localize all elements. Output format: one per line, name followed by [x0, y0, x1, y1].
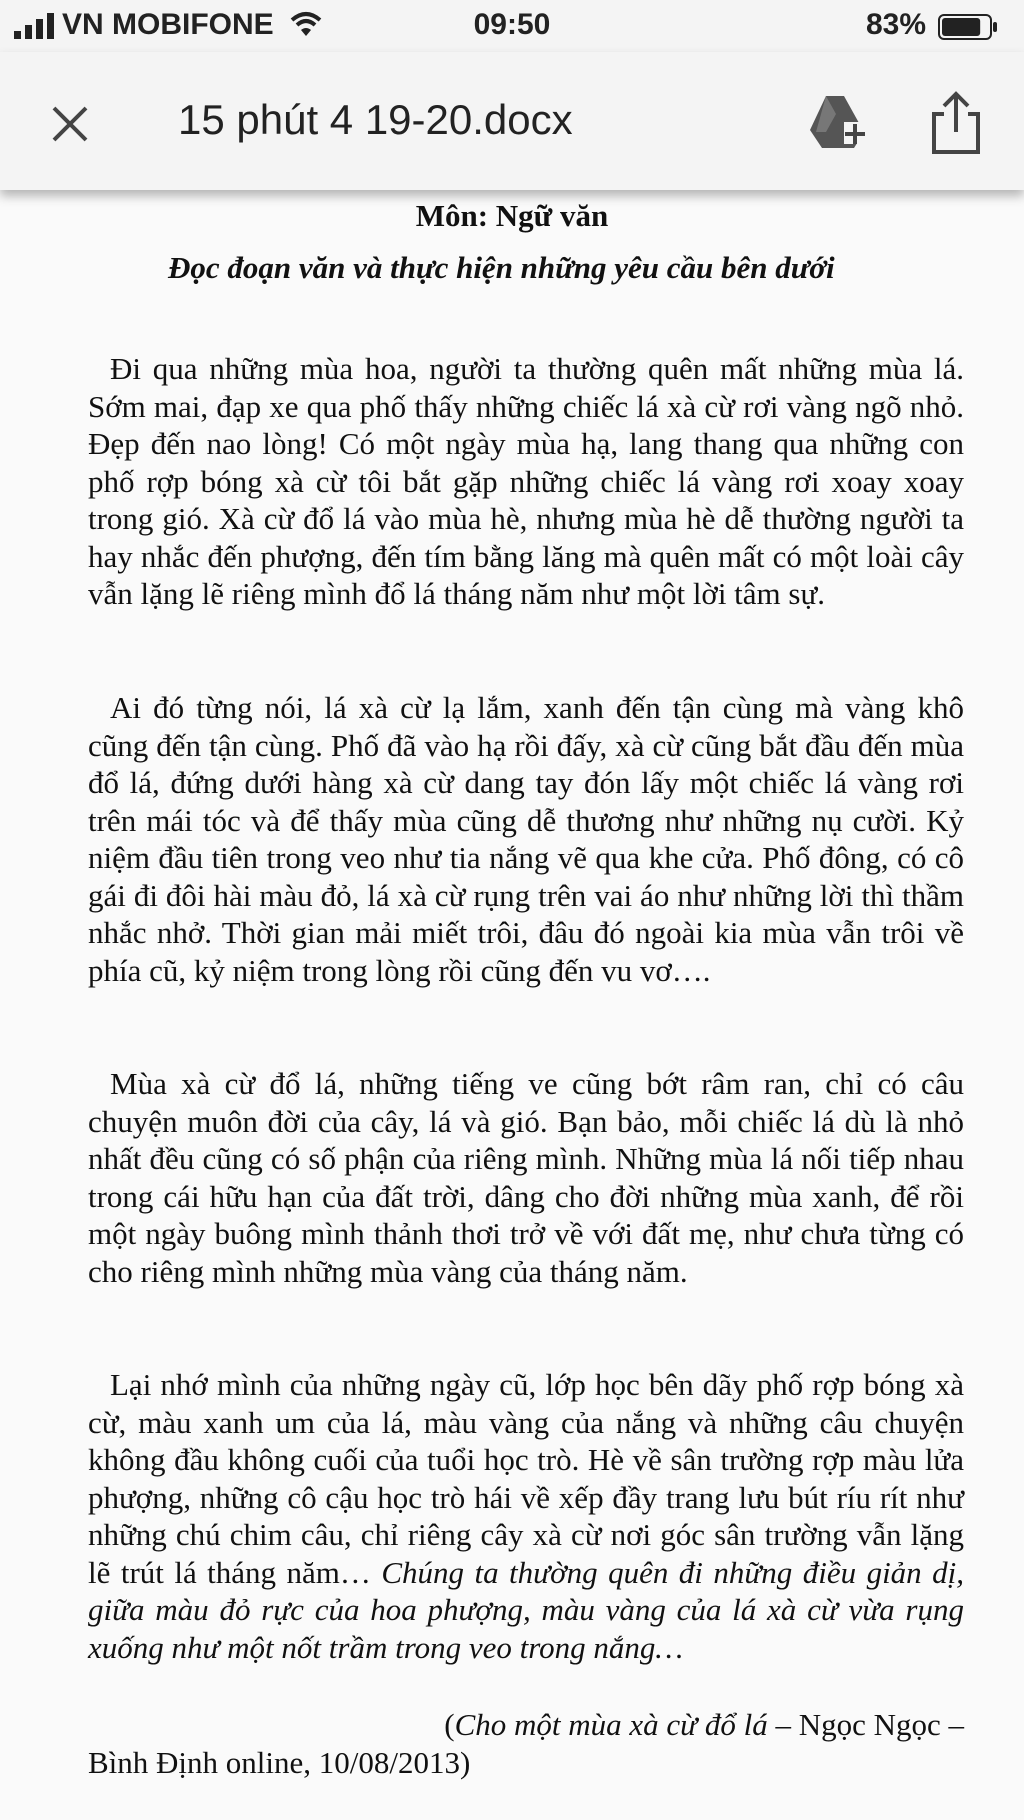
source-title: Cho một mùa xà cừ đổ lá — [454, 1707, 768, 1742]
battery-level-fill — [942, 18, 980, 36]
battery-percentage: 83% — [865, 8, 926, 41]
battery-icon — [938, 14, 998, 40]
paragraph-3: Mùa xà cừ đổ lá, những tiếng ve cũng bớt râm ran, chỉ có câu chuyện muôn đời của cây, lá và gió. Bạn bảo, mỗi chiếc lá dù là nhỏ nhất đều cũng có số phận của riêng mình. Những mùa lá nối tiếp nhau trong cái hữu hạn của đất trời, dâng cho đời những mùa xanh, để rồi một ngày buông mình thảnh thơi trở về với đất mẹ, như chưa từng có cho riêng mình những mùa vàng của tháng năm. — [88, 1066, 964, 1289]
close-icon[interactable] — [40, 94, 100, 154]
source-citation — [88, 1706, 964, 1782]
paragraph-4-italic: Chúng ta thường quên đi những điều giản dị, giữa màu đỏ rực của hoa phượng, màu vàng của lá xà cừ vừa rụng xuống như một nốt trầm trong veo trong nắng… — [88, 1554, 964, 1665]
status-bar — [0, 0, 1024, 52]
source-author: – Ngọc Ngọc – — [767, 1707, 964, 1742]
carrier-name: VN MOBIFONE — [62, 8, 274, 41]
document-page[interactable] — [0, 190, 1024, 1820]
share-icon[interactable] — [928, 88, 984, 156]
document-toolbar — [0, 52, 1024, 190]
paragraph-4-text: Lại nhớ mình của những ngày cũ, lớp học bên dãy phố rợp bóng xà cừ, màu xanh um của lá, màu vàng của nắng và những câu chuyện không đầu không cuối của tuổi học trò. Hè về sân trường rợp màu lửa phượng, những cô cậu học trò hái về xếp đầy trang lưu bút ríu rít như những chú chim câu, chỉ riêng cây xà cừ nơi góc sân trường vẫn lặng lẽ trút lá tháng năm… — [88, 1367, 964, 1590]
subject-heading: Môn: Ngữ văn — [415, 198, 609, 233]
clock: 09:50 — [473, 8, 551, 41]
document-title: 15 phút 4 19-20.docx — [178, 96, 573, 143]
paragraph-2: Ai đó từng nói, lá xà cừ lạ lắm, xanh đến tận cùng mà vàng khô cũng đến tận cùng. Phố đã vào hạ rồi đấy, xà cừ cũng bắt đầu đến mùa đổ lá, đứng dưới hàng xà cừ dang tay đón lấy một chiếc lá vàng rơi trên mái tóc và để thấy mùa cũng dễ thương như những nụ cười. Kỷ niệm đầu tiên trong veo như tia nắng vẽ qua khe cửa. Phố đông, có cô gái đi đôi hài màu đỏ, lá xà cừ rụng trên vai áo như những lời thì thầm nhắc nhở. Thời gian mải miết trôi, đâu đó ngoài kia mùa vẫn trôi về phía cũ, kỷ niệm trong lòng rồi cũng đến vu vơ…. — [88, 690, 964, 988]
paragraph-1: Đi qua những mùa hoa, người ta thường quên mất những mùa lá. Sớm mai, đạp xe qua phố thấy những chiếc lá xà cừ rơi vàng ngõ nhỏ. Đẹp đến nao lòng! Có một ngày mùa hạ, lang thang qua những con phố rợp bóng xà cừ tôi bắt gặp những chiếc lá vàng rơi xoay xoay trong gió. Xà cừ đổ lá vào mùa hè, nhưng mùa hè dễ thường người ta hay nhắc đến phượng, đến tím bằng lăng mà quên mất có một loài cây vẫn lặng lẽ riêng mình đổ lá tháng năm như một lời tâm sự. — [88, 351, 964, 611]
instruction-heading: Đọc đoạn văn và thực hiện những yêu cầu bên dưới — [168, 250, 835, 285]
source-open: ( — [444, 1707, 455, 1742]
source-publication: Bình Định online, 10/08/2013) — [88, 1745, 471, 1780]
paragraph-4 — [88, 1366, 964, 1666]
drive-add-icon[interactable] — [806, 92, 870, 152]
